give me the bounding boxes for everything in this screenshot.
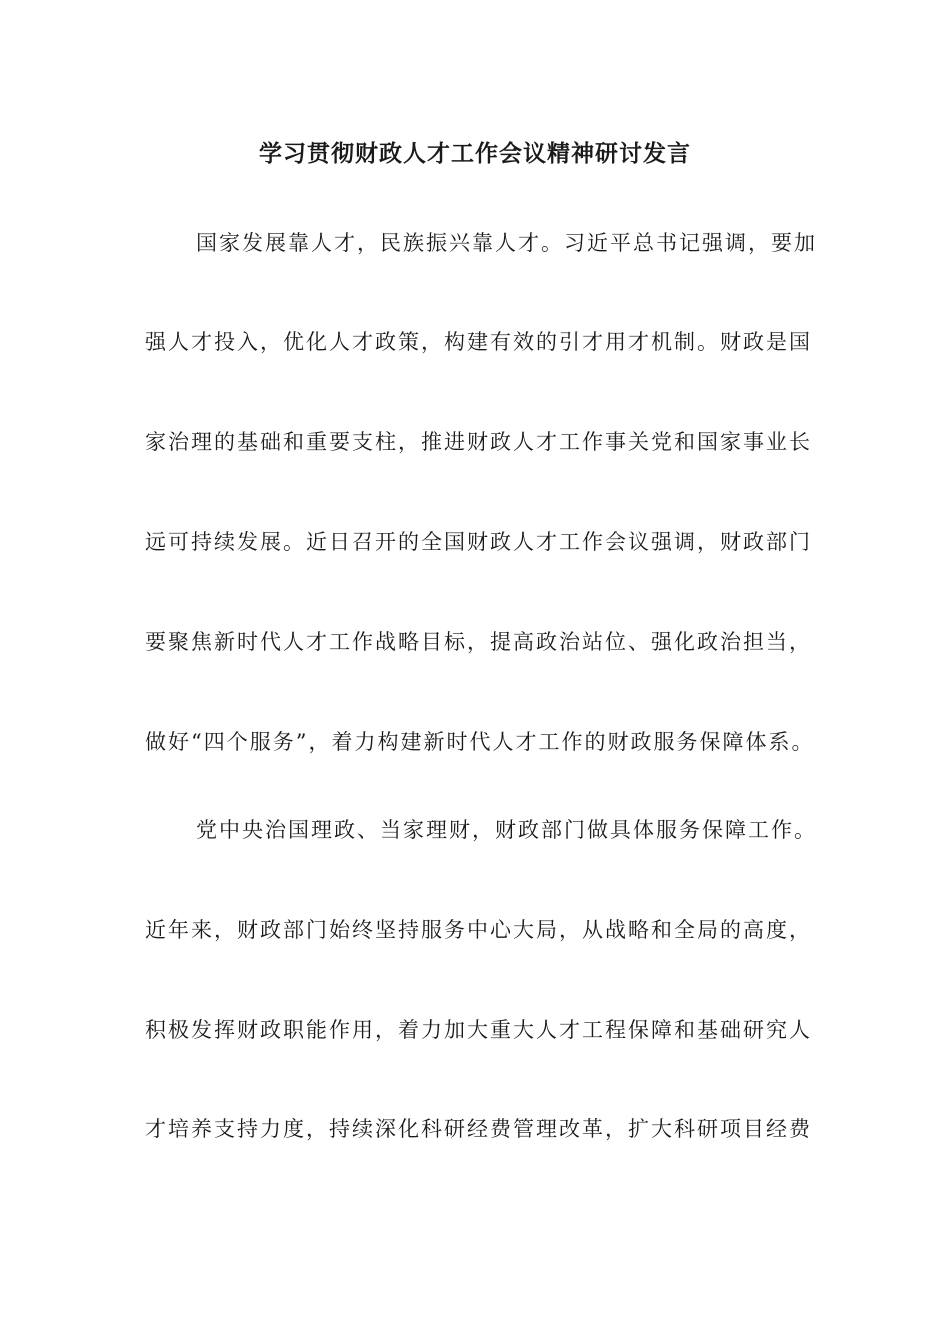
paragraph-1-line-6: 做好“四个服务”，着力构建新时代人才工作的财政服务保障体系。	[145, 730, 815, 754]
paragraph-1-line-3: 家治理的基础和重要支柱，推进财政人才工作事关党和国家事业长	[145, 430, 812, 454]
paragraph-1-line-1: 国家发展靠人才，民族振兴靠人才。习近平总书记强调，要加	[196, 231, 817, 255]
paragraph-1-line-4: 远可持续发展。近日召开的全国财政人才工作会议强调，财政部门	[145, 530, 812, 554]
paragraph-1-line-5: 要聚焦新时代人才工作战略目标，提高政治站位、强化政治担当，	[145, 630, 812, 654]
paragraph-2-line-1: 党中央治国理政、当家理财，财政部门做具体服务保障工作。	[196, 818, 817, 842]
paragraph-2-line-2: 近年来，财政部门始终坚持服务中心大局，从战略和全局的高度，	[145, 918, 812, 942]
paragraph-2-line-3: 积极发挥财政职能作用，着力加大重大人才工程保障和基础研究人	[145, 1018, 812, 1042]
paragraph-2-line-4: 才培养支持力度，持续深化科研经费管理改革，扩大科研项目经费	[145, 1117, 812, 1141]
document-title: 学习贯彻财政人才工作会议精神研讨发言	[259, 140, 691, 167]
paragraph-1-line-2: 强人才投入，优化人才政策，构建有效的引才用才机制。财政是国	[145, 330, 812, 354]
